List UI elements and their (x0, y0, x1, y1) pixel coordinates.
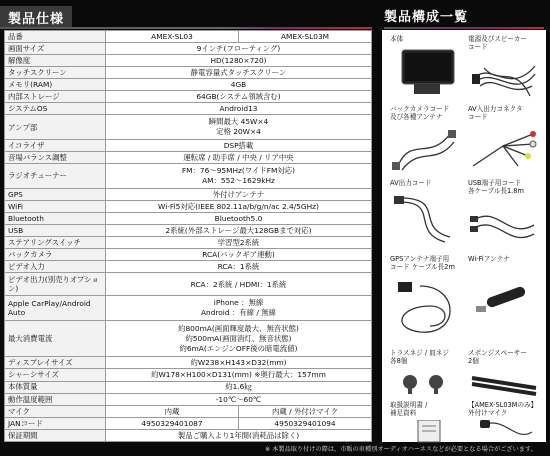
spec-row (5, 213, 372, 225)
spec-value: 内蔵 (106, 405, 239, 417)
components-title: 製品構成一覧 (384, 10, 469, 25)
spec-row (5, 188, 372, 200)
spec-row (5, 429, 372, 441)
component-screws: トラスネジ / 皿ネジ 各8個 (390, 350, 466, 400)
spec-value: 製品ご購入より1年間(消耗品は除く) (106, 429, 372, 441)
spec-value: 4950329401087 (106, 417, 239, 429)
spec-row (5, 296, 372, 321)
spec-label: ビデオ入力 (5, 261, 106, 273)
spec-value-line: iPhone ：無線 (213, 298, 264, 308)
spec-value: HD(1280×720) (106, 55, 372, 67)
spec-label: JANコード (5, 417, 106, 429)
spec-row (5, 164, 372, 189)
spec-row (5, 357, 372, 369)
spec-row (5, 273, 372, 296)
spec-value: 外付けアンテナ (106, 188, 372, 200)
component-wifi-antenna: Wi-Fiアンテナ (468, 256, 544, 346)
spec-row (5, 225, 372, 237)
spec-value (106, 296, 372, 321)
footnote: ※ 本製品取り付けの際は、市販の車種別オーディオハーネスなどが必要となる場合がございます。 (265, 446, 537, 453)
spec-row (5, 381, 372, 393)
spec-label: USB (5, 225, 106, 237)
spec-row (5, 55, 372, 67)
spec-value: RCA：2系統 / HDMI：1系統 (106, 273, 372, 296)
component-unit (390, 36, 466, 102)
spec-label: ディスプレイサイズ (5, 357, 106, 369)
manual-icon (416, 420, 446, 444)
component-spacer: スポンジスペーサー 2個 (468, 350, 544, 400)
spec-label: イコライザ (5, 140, 106, 152)
gps-antenna-icon (390, 276, 462, 342)
component-av-out: AV出力コード (390, 180, 466, 252)
spec-value: Wi-Fi5対応(IEEE 802.11a/b/g/n/ac 2.4/5GHz) (106, 200, 372, 212)
component-av-connector: AV入出力コネクタ コード (468, 106, 544, 176)
spec-row (5, 320, 372, 356)
spec-value: Bluetooth5.0 (106, 213, 372, 225)
component-camera-cord: バックカメラコード 及び各種アンテナ (390, 106, 466, 176)
spec-value (106, 164, 372, 189)
spec-header (0, 6, 372, 28)
spec-value: 約1.6㎏ (106, 381, 372, 393)
spec-label: 画面サイズ (5, 43, 106, 55)
head-unit-icon (394, 48, 456, 96)
spec-label: 動作温度範囲 (5, 393, 106, 405)
spec-value: 静電容量式タッチスクリーン (106, 67, 372, 79)
spec-value: RCA(バックギア連動) (106, 249, 372, 261)
spec-value-line: 約500mA(画面消灯、無音状態) (185, 333, 292, 343)
spec-row (5, 417, 372, 429)
spec-row (5, 249, 372, 261)
sponge-spacer-icon (468, 374, 540, 396)
spec-row (5, 79, 372, 91)
screws-icon (398, 372, 458, 394)
camera-cable-icon (390, 126, 462, 174)
spec-value: 64GB(システム領域含む) (106, 91, 372, 103)
wire-harness-icon (470, 56, 540, 100)
spec-value: DSP搭載 (106, 140, 372, 152)
spec-value-line: 約6mA(エンジンOFF後の暗電流値) (179, 343, 298, 353)
spec-value-line: 約800mA(画面輝度最大、無音状態) (178, 323, 299, 333)
spec-value: 運転席 / 助手席 / 中央 / リア中央 (106, 152, 372, 164)
spec-value: 約W178×H100×D131(mm) ※奥行最大：157mm (106, 369, 372, 381)
spec-row (5, 103, 372, 115)
spec-label: メモリ(RAM) (5, 79, 106, 91)
spec-label: 音場バランス調整 (5, 152, 106, 164)
spec-header-bar (0, 27, 372, 29)
spec-value-line: Android ：有線 / 無線 (200, 308, 277, 318)
spec-label: GPS (5, 188, 106, 200)
spec-label: 保証期間 (5, 429, 106, 441)
spec-row (5, 369, 372, 381)
spec-label: アンプ部 (5, 115, 106, 140)
spec-value-line: 瞬間最大 45W×4 (208, 117, 269, 127)
spec-value: 9インチ(フローティング) (106, 43, 372, 55)
spec-label: システムOS (5, 103, 106, 115)
spec-label: 最大消費電流 (5, 320, 106, 356)
spec-table (4, 30, 372, 442)
spec-row (5, 405, 372, 417)
spec-label: 品番 (5, 31, 106, 43)
spec-value: -10℃～60℃ (106, 393, 372, 405)
spec-label: ビデオ出力(別売りオプション) (5, 273, 106, 296)
spec-row (5, 43, 372, 55)
spec-value-line: 定格 20W×4 (216, 127, 261, 137)
rca-cable-icon (468, 126, 540, 174)
spec-label: Bluetooth (5, 213, 106, 225)
spec-value: AMEX-SL03M (239, 31, 372, 43)
usb-cable-icon (468, 200, 540, 250)
spec-value: 約W238×H143×D32(mm) (106, 357, 372, 369)
spec-label: ステアリングスイッチ (5, 237, 106, 249)
spec-label: WiFi (5, 200, 106, 212)
spec-label: タッチスクリーン (5, 67, 106, 79)
spec-label: シャーシサイズ (5, 369, 106, 381)
spec-row (5, 237, 372, 249)
component-microphone: 【AMEX-SL03Mのみ】 外付けマイク (468, 402, 544, 442)
spec-value: 内蔵 / 外付けマイク (239, 405, 372, 417)
component-power-cord: 電源及びスピーカー コード (468, 36, 544, 102)
spec-value: 4GB (106, 79, 372, 91)
components-header (380, 6, 550, 28)
spec-row (5, 91, 372, 103)
spec-label: ラジオチューナー (5, 164, 106, 189)
spec-value-line: AM：552～1629kHz (202, 176, 275, 186)
component-usb-cord: USB端子用コード 各ケーブル長1.8m (468, 180, 544, 252)
spec-value: AMEX-SL03 (106, 31, 239, 43)
spec-value (106, 115, 372, 140)
spec-row (5, 67, 372, 79)
spec-value-line: FM：76～95MHz(ワイドFM対応) (181, 166, 296, 176)
component-label: 本体 (390, 35, 404, 43)
spec-row (5, 140, 372, 152)
spec-label: Apple CarPlay/Android Auto (5, 296, 106, 321)
spec-row (5, 393, 372, 405)
spec-value: 4950329401094 (239, 417, 372, 429)
spec-row (5, 152, 372, 164)
components-panel (382, 30, 546, 442)
spec-row (5, 31, 372, 43)
av-cable-icon (390, 192, 462, 250)
components-header-bar (384, 27, 544, 29)
spec-value: RCA：1系統 (106, 261, 372, 273)
spec-value: 学習型2系統 (106, 237, 372, 249)
spec-value: 2系統(外部ストレージ最大128GBまで対応) (106, 225, 372, 237)
microphone-icon (476, 418, 536, 442)
spec-title: 製品仕様 (0, 6, 72, 29)
spec-row (5, 200, 372, 212)
spec-label: 本体質量 (5, 381, 106, 393)
spec-label: マイク (5, 405, 106, 417)
spec-value (106, 320, 372, 356)
spec-row (5, 115, 372, 140)
component-manual: 取扱説明書 / 補足資料 (390, 402, 466, 442)
spec-label: バックカメラ (5, 249, 106, 261)
spec-value: Android13 (106, 103, 372, 115)
spec-label: 解像度 (5, 55, 106, 67)
wifi-antenna-icon (468, 270, 540, 336)
component-gps-cord: GPSアンテナ端子用 コード ケーブル長2m (390, 256, 466, 346)
spec-row (5, 261, 372, 273)
spec-label: 内部ストレージ (5, 91, 106, 103)
